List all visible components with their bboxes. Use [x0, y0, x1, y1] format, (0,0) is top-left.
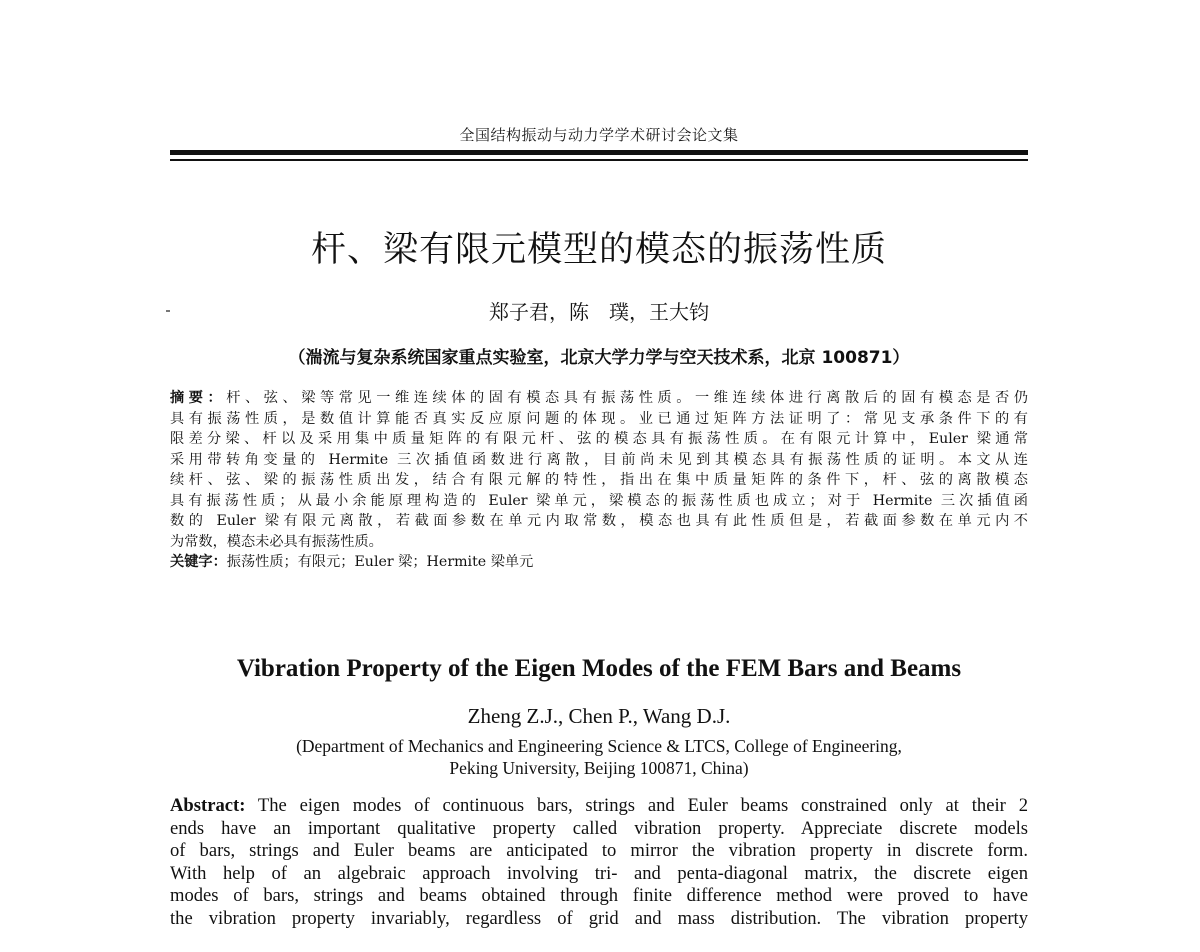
chinese-abstract-line: 限差分梁、杆以及采用集中质量矩阵的有限元杆、弦的模态具有振荡性质。在有限元计算中，Euler 梁通常 [170, 431, 1028, 447]
chinese-abstract-line: 续杆、弦、梁的振荡性质出发，结合有限元解的特性，指出在集中质量矩阵的条件下，杆、弦的离散模态 [170, 472, 1028, 488]
english-abstract-line: of bars, strings and Euler beams are anticipated to mirror the vibration property in discrete form. [170, 840, 1028, 861]
chinese-title: 杆、梁有限元模型的模态的振荡性质 [310, 230, 887, 270]
english-authors: Zheng Z.J., Chen P., Wang D.J. [467, 704, 731, 728]
english-abstract-line: Abstract: The eigen modes of continuous bars, strings and Euler beams constrained only at their 2 [170, 795, 1028, 816]
english-abstract-line: modes of bars, strings and beams obtained through finite difference method were proved to have [170, 885, 1028, 906]
chinese-keywords-label: 关键字： [170, 554, 227, 570]
chinese-abstract-line: 数的 Euler 梁有限元离散，若截面参数在单元内取常数，模态也具有此性质但是，若截面参数在单元内不 [170, 513, 1028, 529]
english-abstract [170, 795, 1028, 930]
chinese-abstract-line: 摘要：杆、弦、梁等常见一维连续体的固有模态具有振荡性质。一维连续体进行离散后的固有模态是否仍 [170, 390, 1028, 406]
header-rule-thin [170, 159, 1028, 161]
chinese-abstract [170, 388, 1030, 573]
chinese-authors: 郑子君，陈 璞，王大钧 [489, 300, 709, 324]
chinese-abstract-line: 为常数，模态未必具有振荡性质。 [170, 533, 383, 550]
english-abstract-line: the vibration property invariably, regardless of grid and mass distribution. The vibration property [170, 907, 1028, 929]
english-affiliation [170, 735, 1028, 779]
english-affiliation-line: Peking University, Beijing 100871, China) [449, 758, 749, 778]
english-affiliation-line: (Department of Mechanics and Engineering Science & LTCS, College of Engineering, [296, 736, 902, 756]
chinese-affiliation: （湍流与复杂系统国家重点实验室，北京大学力学与空天技术系，北京 100871） [288, 348, 910, 368]
running-header: 全国结构振动与动力学学术研讨会论文集 [459, 128, 739, 144]
header-rule-thick [170, 150, 1028, 155]
chinese-abstract-line: 具有振荡性质；从最小余能原理构造的 Euler 梁单元，梁模态的振荡性质也成立；对于 Hermite 三次插值函 [170, 492, 1028, 509]
chinese-abstract-label: 摘要： [170, 390, 227, 406]
chinese-keywords: 关键字：振荡性质；有限元；Euler 梁；Hermite 梁单元 [170, 554, 534, 570]
english-abstract-label: Abstract: [170, 795, 246, 816]
english-abstract-line: ends have an important qualitative property called vibration property. Appreciate discrete models [170, 817, 1028, 839]
english-title: Vibration Property of the Eigen Modes of the FEM Bars and Beams [236, 655, 962, 682]
chinese-abstract-line: 采用带转角变量的 Hermite 三次插值函数进行离散，目前尚未见到其模态具有振荡性质的证明。本文从连 [170, 451, 1028, 468]
chinese-abstract-line: 具有振荡性质，是数值计算能否真实反应原问题的体现。业已通过矩阵方法证明了：常见支承条件下的有 [170, 410, 1028, 427]
english-abstract-line: With help of an algebraic approach involving tri- and penta-diagonal matrix, the discrete eigen [170, 862, 1028, 884]
